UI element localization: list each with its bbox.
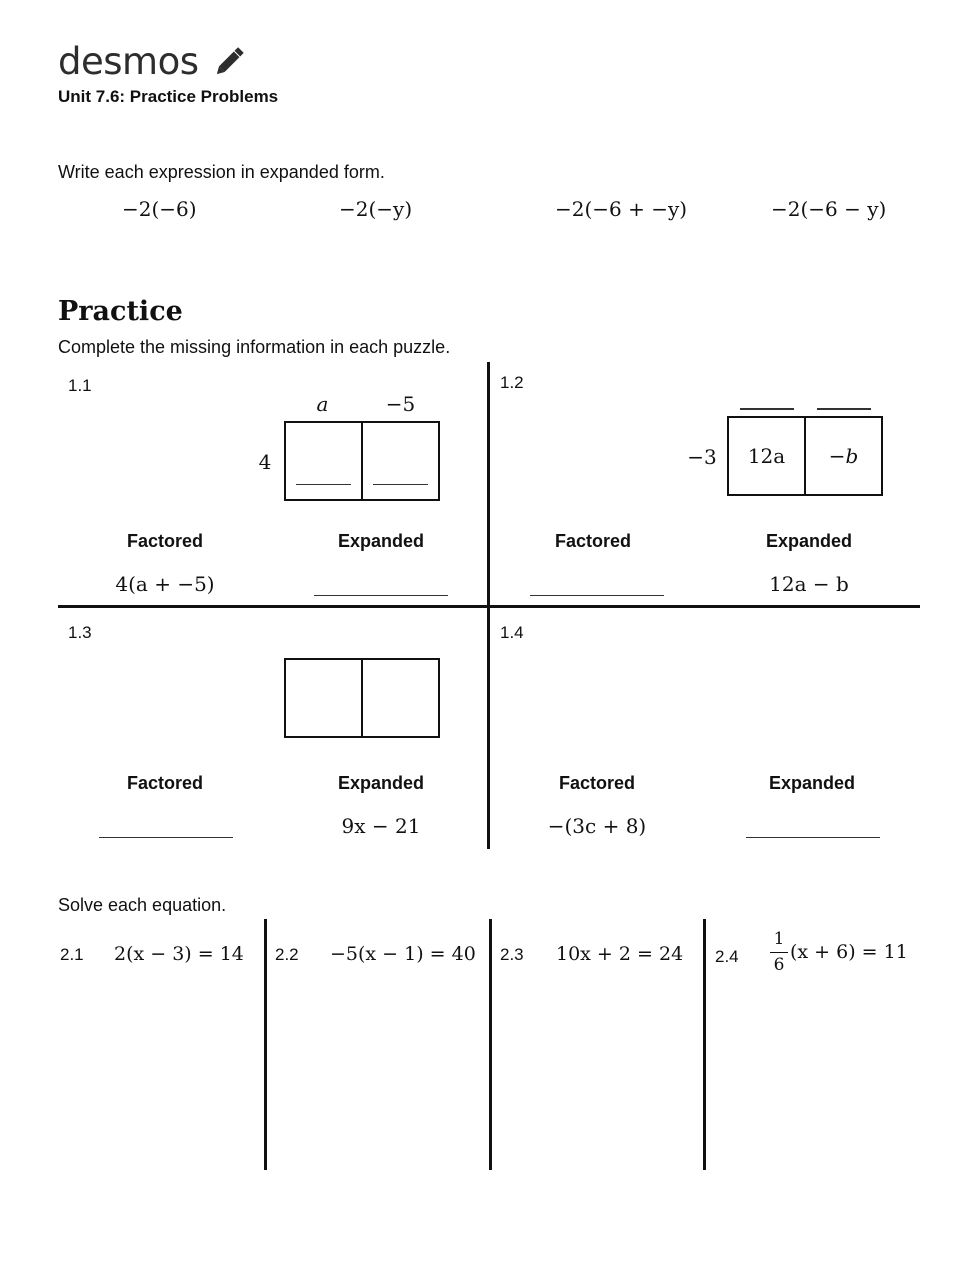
page-title: Unit 7.6: Practice Problems (58, 87, 279, 106)
fraction-numerator: 1 (773, 929, 785, 949)
puzzle-top-label: −5 (385, 392, 416, 416)
area-model-cell[interactable] (286, 423, 361, 499)
top-label-blank[interactable] (817, 408, 871, 410)
top-label-blank[interactable] (740, 408, 794, 410)
equation-number: 2.1 (60, 945, 84, 964)
fraction-bar (770, 952, 788, 953)
expanded-value: 12a − b (769, 572, 849, 596)
puzzle-side-label: −3 (687, 445, 717, 469)
puzzle-top-label: a (316, 392, 329, 416)
expression-3: −2(−6 + −y) (555, 197, 688, 221)
factored-answer-blank[interactable] (99, 837, 233, 838)
area-model-cell: 12a (747, 444, 786, 468)
factored-answer-blank[interactable] (530, 595, 664, 596)
practice-instruction: Complete the missing information in each puzzle. (58, 337, 451, 357)
factored-value: −(3c + 8) (547, 814, 647, 838)
factored-label: Factored (126, 531, 204, 551)
equation-rest: (x + 6) = 11 (790, 941, 908, 963)
area-model-cell[interactable] (361, 660, 438, 736)
equation-text: 10x + 2 = 24 (556, 943, 684, 965)
fraction-denominator: 6 (773, 955, 785, 975)
area-model-cell[interactable] (361, 423, 438, 499)
area-model-box (284, 421, 440, 501)
expression-1: −2(−6) (122, 197, 197, 221)
area-model-box (284, 658, 440, 738)
expanded-value: 9x − 21 (341, 814, 421, 838)
equation-text (770, 929, 908, 975)
factored-label: Factored (554, 531, 632, 551)
puzzle-grid-horizontal-divider (58, 605, 920, 608)
equations-instruction: Solve each equation. (58, 895, 227, 915)
factored-label: Factored (558, 773, 636, 793)
answer-blank[interactable] (373, 484, 428, 485)
puzzle-number: 1.4 (500, 623, 524, 642)
expanded-label: Expanded (765, 531, 853, 551)
expanded-label: Expanded (337, 773, 425, 793)
pencil-icon (214, 43, 248, 77)
area-model-cell[interactable] (286, 660, 361, 736)
puzzle-number: 1.3 (68, 623, 92, 642)
equation-text: 2(x − 3) = 14 (114, 943, 244, 965)
expression-4: −2(−6 − y) (771, 197, 887, 221)
practice-heading: Practice (58, 296, 183, 327)
expression-2: −2(−y) (339, 197, 413, 221)
factored-value: 4(a + −5) (115, 572, 215, 596)
fraction (770, 929, 788, 975)
factored-label: Factored (126, 773, 204, 793)
area-model-cell: −b (804, 418, 881, 494)
puzzle-number: 1.2 (500, 373, 524, 392)
equation-divider (264, 919, 267, 1170)
expanded-answer-blank[interactable] (746, 837, 880, 838)
equation-number: 2.4 (715, 947, 739, 966)
desmos-logo (58, 40, 248, 84)
expanded-instruction: Write each expression in expanded form. (58, 162, 385, 182)
answer-blank[interactable] (296, 484, 351, 485)
equation-divider (489, 919, 492, 1170)
equation-number: 2.3 (500, 945, 524, 964)
expanded-label: Expanded (337, 531, 425, 551)
expanded-label: Expanded (768, 773, 856, 793)
puzzle-number: 1.1 (68, 376, 92, 395)
equation-number: 2.2 (275, 945, 299, 964)
equation-divider (703, 919, 706, 1170)
equation-text: −5(x − 1) = 40 (330, 943, 476, 965)
logo-text: desmos (58, 40, 199, 83)
area-model-box (727, 416, 883, 496)
puzzle-side-label: 4 (258, 450, 272, 474)
expanded-answer-blank[interactable] (314, 595, 448, 596)
